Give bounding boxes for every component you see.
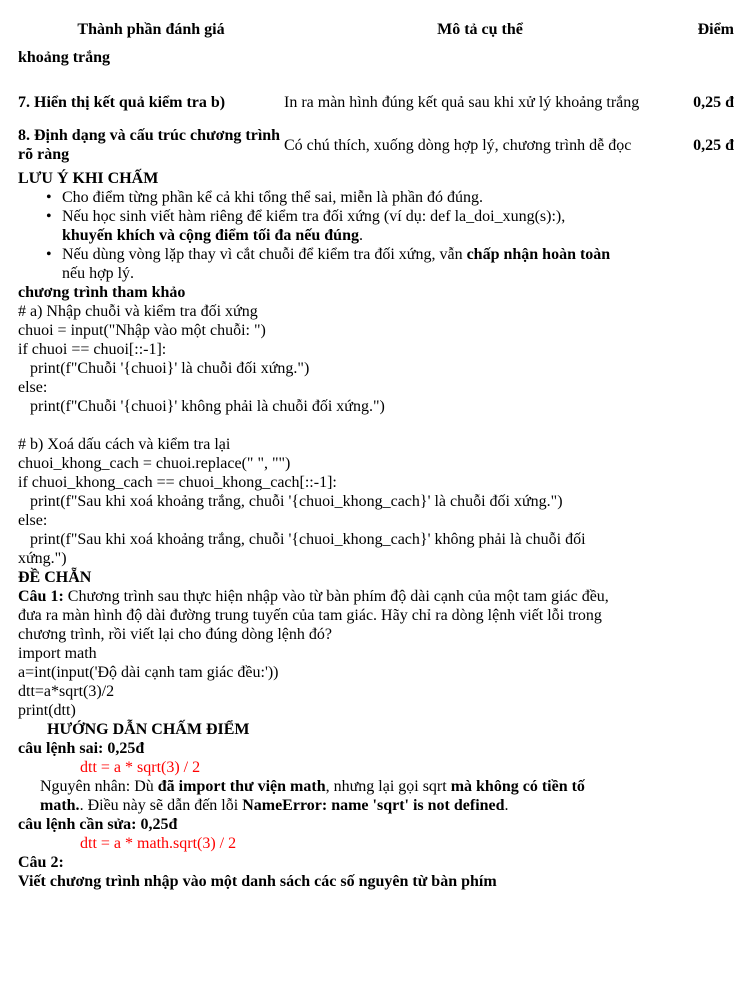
table-header bbox=[18, 20, 734, 48]
table-row bbox=[18, 82, 734, 122]
note-tail: . bbox=[358, 227, 363, 244]
code-line: import math bbox=[18, 645, 97, 662]
row-criterion: 7. Hiển thị kết quả kiểm tra b) bbox=[18, 93, 226, 111]
grading-table bbox=[18, 20, 734, 165]
header-criterion: Thành phần đánh giá bbox=[77, 21, 225, 38]
question-1-code bbox=[18, 644, 734, 720]
row-score: 0,25 đ bbox=[693, 136, 734, 154]
reason-paragraph bbox=[18, 777, 734, 815]
reason-bold: mà không có tiền tố bbox=[450, 778, 585, 795]
document-body bbox=[18, 169, 734, 891]
reason-text: Nguyên nhân: Dù bbox=[40, 778, 158, 795]
list-item bbox=[46, 207, 734, 245]
question-1-line-2: đưa ra màn hình độ dài đường trung tuyến của tam giác. Hãy chỉ ra dòng lệnh viết lỗi trong bbox=[18, 607, 602, 624]
header-score: Điểm bbox=[697, 21, 734, 38]
code-line: print(f"Sau khi xoá khoảng trắng, chuỗi '{chuoi_khong_cach}' không phải là chuỗi đối bbox=[18, 531, 586, 548]
notes-heading: LƯU Ý KHI CHẤM bbox=[18, 170, 159, 187]
code-line: chuoi_khong_cach = chuoi.replace(" ", "") bbox=[18, 455, 291, 472]
code-block-b bbox=[18, 435, 734, 568]
guide-heading: HƯỚNG DẪN CHẤM ĐIỂM bbox=[47, 721, 250, 738]
note-text: Nếu học sinh viết hàm riêng để kiểm tra đối xứng (ví dụ: def la_doi_xung(s):), bbox=[62, 208, 566, 225]
code-line: xứng.") bbox=[18, 550, 67, 567]
wrong-statement-code: dtt = a * sqrt(3) / 2 bbox=[80, 759, 201, 776]
list-item bbox=[46, 245, 734, 283]
note-text: Cho điểm từng phần kể cả khi tổng thể sai, miễn là phần đó đúng. bbox=[62, 189, 484, 206]
note-bold: chấp nhận hoàn toàn bbox=[466, 246, 611, 263]
row-description: Có chú thích, xuống dòng hợp lý, chương trình dễ đọc bbox=[284, 136, 632, 154]
row-criterion: 8. Định dạng và cấu trúc chương trình rõ ràng bbox=[18, 127, 281, 163]
fix-statement-label: câu lệnh cần sửa: 0,25đ bbox=[18, 816, 178, 833]
note-tail: nếu hợp lý. bbox=[62, 265, 135, 282]
reason-bold: đã import thư viện math bbox=[157, 778, 326, 795]
code-line: # a) Nhập chuỗi và kiểm tra đối xứng bbox=[18, 303, 258, 320]
reference-heading: chương trình tham khảo bbox=[18, 284, 186, 301]
notes-list bbox=[18, 188, 734, 283]
reason-text: . bbox=[504, 797, 509, 814]
code-line: print(dtt) bbox=[18, 702, 76, 719]
code-line: print(f"Sau khi xoá khoảng trắng, chuỗi '{chuoi_khong_cach}' là chuỗi đối xứng.") bbox=[18, 493, 563, 510]
code-line: else: bbox=[18, 512, 48, 529]
reason-bold: math. bbox=[40, 797, 80, 814]
row-description: In ra màn hình đúng kết quả sau khi xử lý khoảng trắng bbox=[284, 93, 640, 111]
spacer bbox=[18, 416, 734, 435]
reason-bold: NameError: name 'sqrt' is not defined bbox=[242, 797, 505, 814]
continuation-text: khoảng trắng bbox=[18, 49, 111, 66]
wrong-statement-label: câu lệnh sai: 0,25đ bbox=[18, 740, 145, 757]
list-item bbox=[46, 188, 734, 207]
code-line: # b) Xoá dấu cách và kiểm tra lại bbox=[18, 436, 231, 453]
fix-statement-code: dtt = a * math.sqrt(3) / 2 bbox=[80, 835, 237, 852]
question-1 bbox=[18, 587, 734, 606]
code-line: if chuoi == chuoi[::-1]: bbox=[18, 341, 167, 358]
code-line: a=int(input('Độ dài cạnh tam giác đều:')) bbox=[18, 664, 279, 681]
code-line: dtt=a*sqrt(3)/2 bbox=[18, 683, 115, 700]
code-line: print(f"Chuỗi '{chuoi}' không phải là chuỗi đối xứng.") bbox=[18, 398, 385, 415]
table-row-continuation bbox=[18, 48, 734, 72]
note-bold: khuyến khích và cộng điểm tối đa nếu đúng bbox=[62, 227, 359, 244]
reason-text: , nhưng lại gọi sqrt bbox=[325, 778, 451, 795]
question-text: Chương trình sau thực hiện nhập vào từ bàn phím độ dài cạnh của một tam giác đều, bbox=[63, 588, 609, 605]
even-section-heading: ĐỀ CHẴN bbox=[18, 569, 92, 586]
code-line: chuoi = input("Nhập vào một chuỗi: ") bbox=[18, 322, 266, 339]
question-label: Câu 1: bbox=[18, 588, 64, 605]
question-1-line-3: chương trình, rồi viết lại cho đúng dòng lệnh đó? bbox=[18, 626, 332, 643]
code-line: print(f"Chuỗi '{chuoi}' là chuỗi đối xứng.") bbox=[18, 360, 310, 377]
row-score: 0,25 đ bbox=[693, 93, 734, 111]
question-2-text: Viết chương trình nhập vào một danh sách các số nguyên từ bàn phím bbox=[18, 873, 497, 890]
note-text: Nếu dùng vòng lặp thay vì cắt chuỗi để kiểm tra đối xứng, vẫn bbox=[62, 246, 463, 263]
reason-text: . Điều này sẽ dẫn đến lỗi bbox=[79, 797, 243, 814]
table-row bbox=[18, 125, 734, 165]
code-block-a bbox=[18, 302, 734, 416]
code-line: if chuoi_khong_cach == chuoi_khong_cach[::-1]: bbox=[18, 474, 337, 491]
question-2-label: Câu 2: bbox=[18, 854, 64, 871]
code-line: else: bbox=[18, 379, 48, 396]
header-description: Mô tả cụ thể bbox=[437, 21, 523, 38]
